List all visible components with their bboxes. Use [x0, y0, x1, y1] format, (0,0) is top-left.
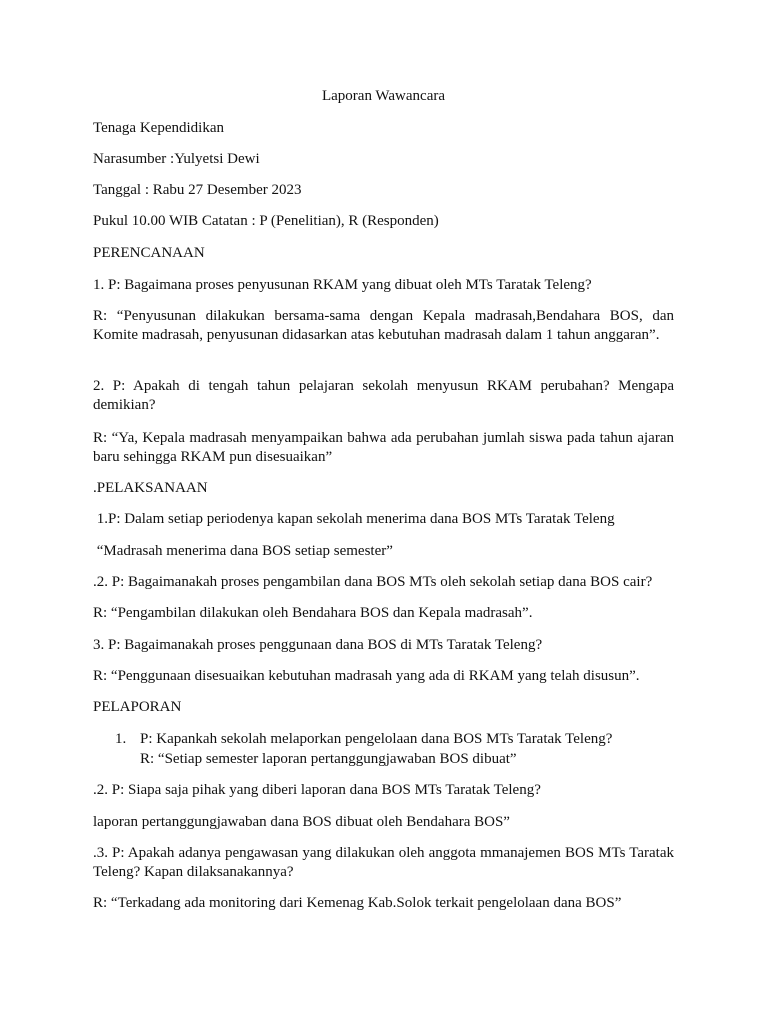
question-2: 2. P: Apakah di tengah tahun pelajaran sekolah menyusun RKAM perubahan? Mengapa demikian?	[93, 378, 674, 413]
question-3: 1.P: Dalam setiap periodenya kapan sekolah menerima dana BOS MTs Taratak Teleng	[93, 511, 615, 527]
list-number: 1.	[115, 731, 127, 747]
interviewee-line: Narasumber :Yulyetsi Dewi	[93, 151, 260, 167]
list-question: P: Kapankah sekolah melaporkan pengelolaan dana BOS MTs Taratak Teleng?	[140, 731, 613, 747]
section-heading-pelaporan: PELAPORAN	[93, 699, 182, 715]
answer-8: R: “Terkadang ada monitoring dari Kemenag Kab.Solok terkait pengelolaan dana BOS”	[93, 895, 622, 911]
question-8: .3. P: Apakah adanya pengawasan yang dilakukan oleh anggota mmanajemen BOS MTs Taratak Teleng? Kapan dilaksanakannya?	[93, 845, 674, 880]
answer-1: R: “Penyusunan dilakukan bersama-sama dengan Kepala madrasah,Bendahara BOS, dan Komite madrasah, penyusunan didasarkan atas kebutuhan madrasah dalam 1 tahun anggaran”.	[93, 308, 674, 343]
staff-category-line: Tenaga Kependidikan	[93, 120, 224, 136]
question-1: 1. P: Bagaimana proses penyusunan RKAM yang dibuat oleh MTs Taratak Teleng?	[93, 277, 592, 293]
question-4: .2. P: Bagaimanakah proses pengambilan dana BOS MTs oleh sekolah setiap dana BOS cair?	[93, 574, 653, 590]
answer-4: R: “Pengambilan dilakukan oleh Bendahara BOS dan Kepala madrasah”.	[93, 605, 533, 621]
answer-5: R: “Penggunaan disesuaikan kebutuhan madrasah yang ada di RKAM yang telah disusun”.	[93, 668, 640, 684]
section-heading-perencanaan: PERENCANAAN	[93, 245, 205, 261]
answer-3: “Madrasah menerima dana BOS setiap semester”	[93, 543, 393, 559]
document-title: Laporan Wawancara	[321, 88, 446, 104]
question-7: .2. P: Siapa saja pihak yang diberi laporan dana BOS MTs Taratak Teleng?	[93, 782, 541, 798]
answer-2: R: “Ya, Kepala madrasah menyampaikan bahwa ada perubahan jumlah siswa pada tahun ajaran baru sehingga RKAM pun disesuaikan”	[93, 430, 674, 465]
question-5: 3. P: Bagaimanakah proses penggunaan dana BOS di MTs Taratak Teleng?	[93, 637, 543, 653]
list-answer: R: “Setiap semester laporan pertanggungjawaban BOS dibuat”	[140, 751, 517, 767]
time-notes-line: Pukul 10.00 WIB Catatan : P (Penelitian), R (Responden)	[93, 213, 439, 229]
answer-7: laporan pertanggungjawaban dana BOS dibuat oleh Bendahara BOS”	[93, 814, 510, 830]
date-line: Tanggal : Rabu 27 Desember 2023	[93, 182, 302, 198]
section-heading-pelaksanaan: .PELAKSANAAN	[93, 480, 208, 496]
